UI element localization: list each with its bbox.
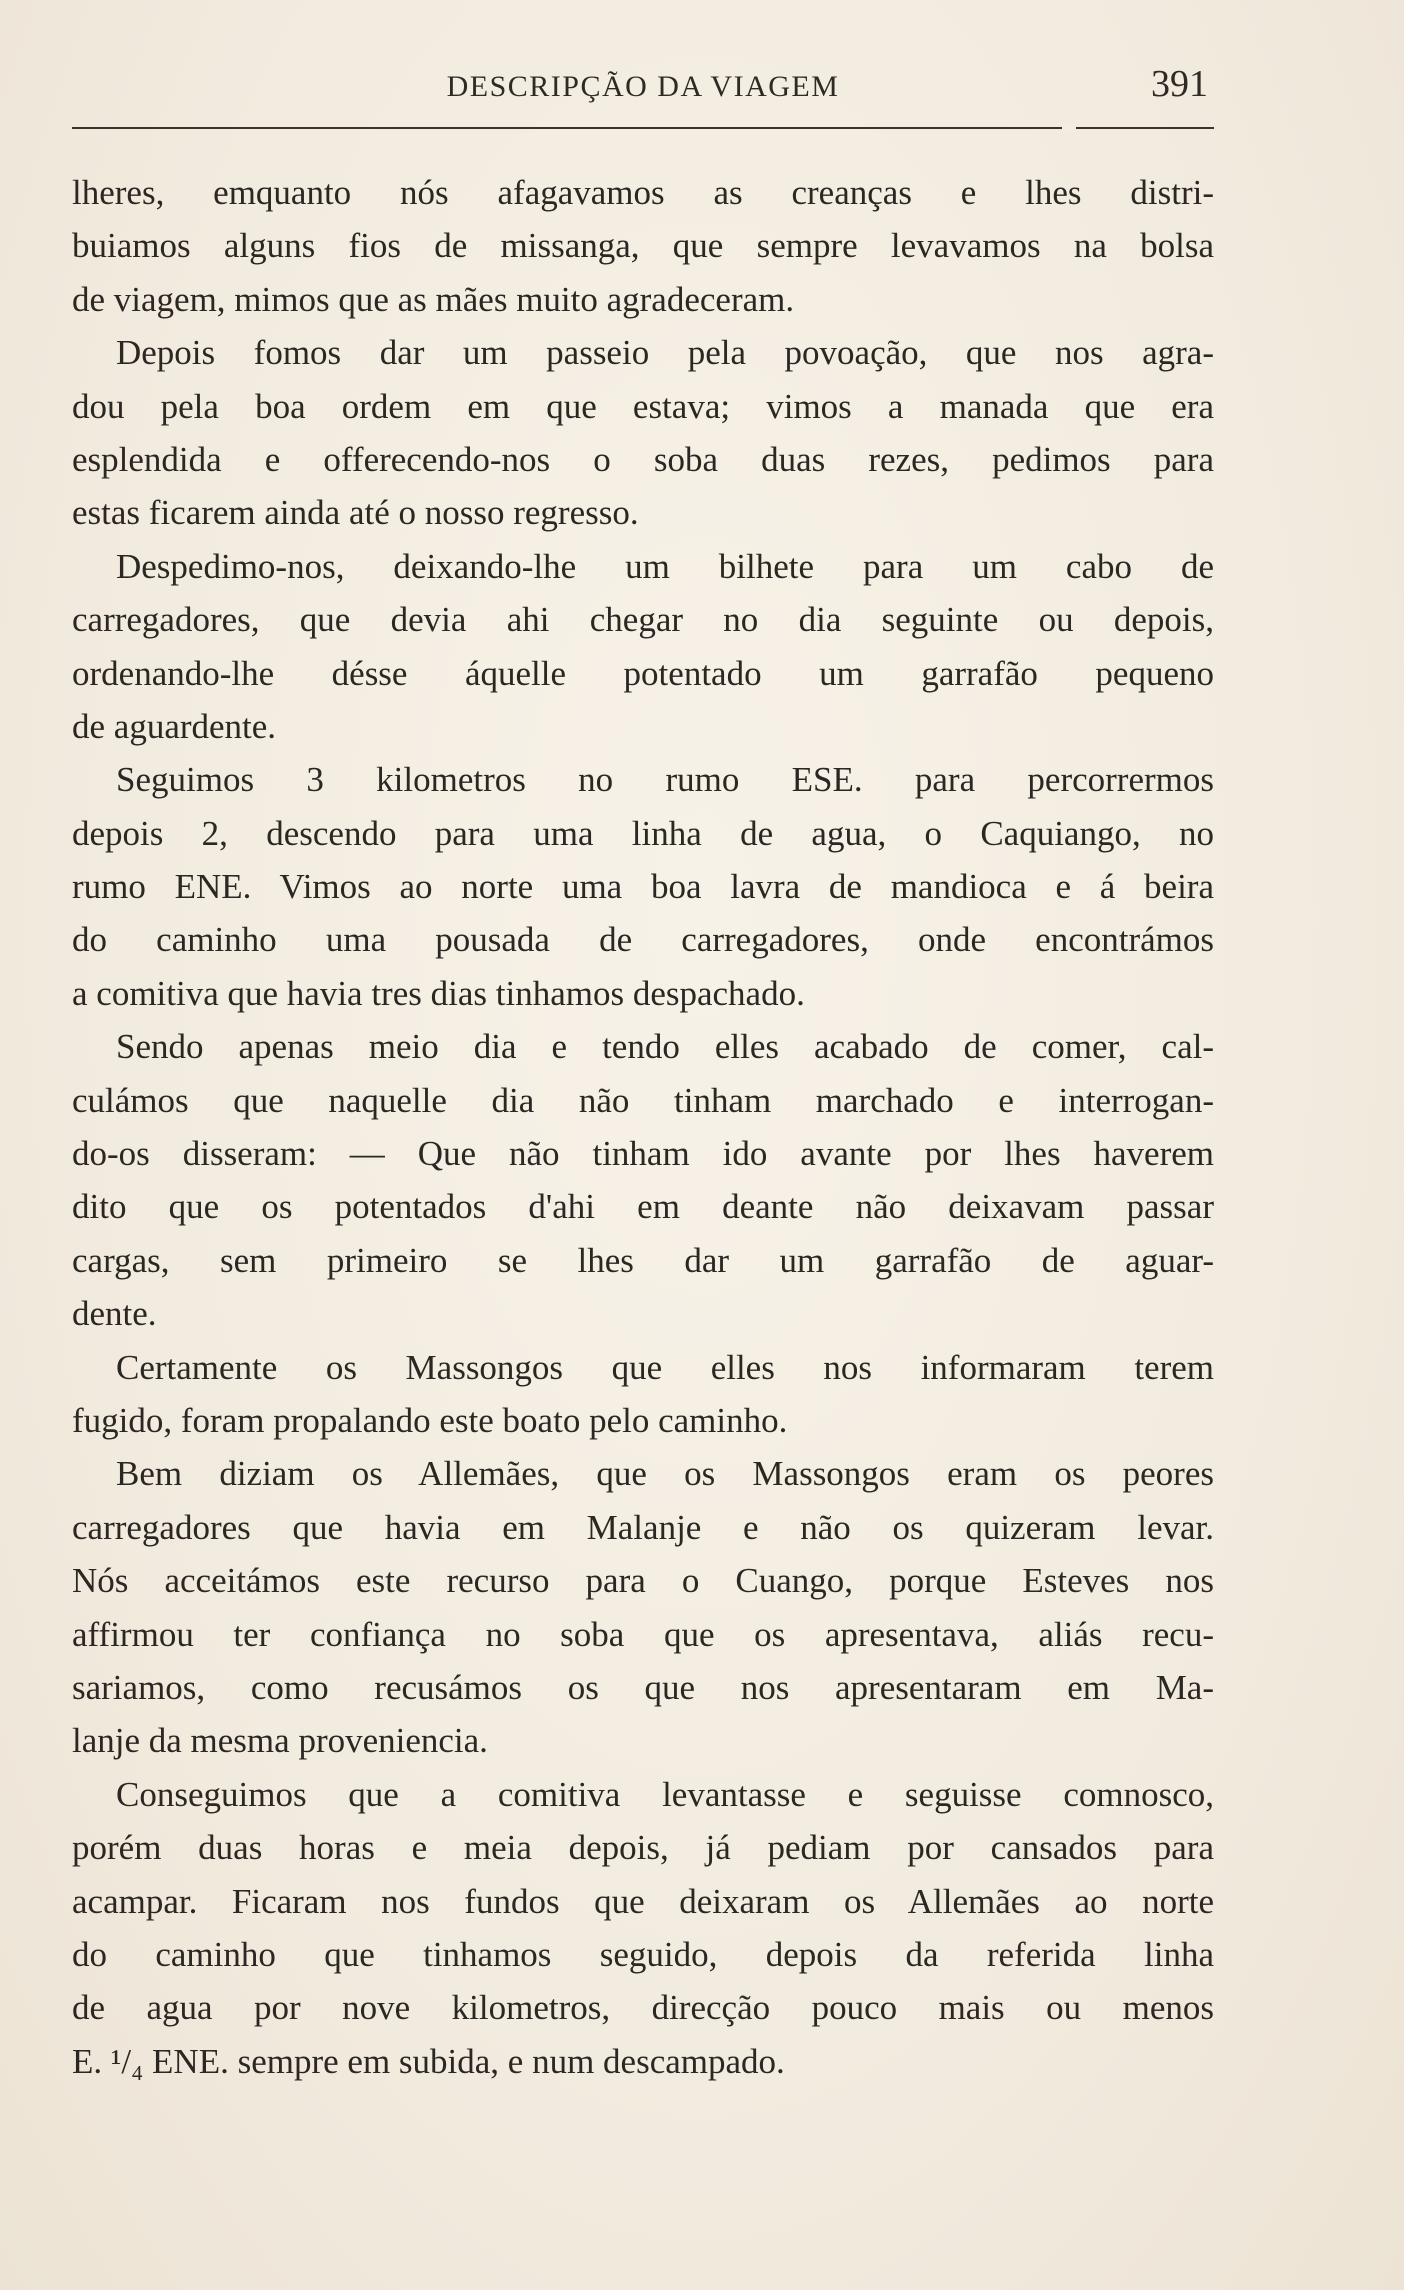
text-line: Bem diziam os Allemães, que os Massongos eram os peores <box>116 1454 1214 1494</box>
text-line: Depois fomos dar um passeio pela povoação, que nos agra- <box>116 333 1214 373</box>
text-line: dito que os potentados d'ahi em deante não deixavam passar <box>72 1187 1214 1227</box>
text-line: Conseguimos que a comitiva levantasse e seguisse comnosco, <box>116 1774 1214 1814</box>
text-line: rumo ENE. Vimos ao norte uma boa lavra de mandioca e á beira <box>72 867 1214 907</box>
text-line: esplendida e offerecendo-nos o soba duas rezes, pedimos para <box>72 439 1214 479</box>
text-line: de aguardente. <box>72 706 277 746</box>
text-line: dente. <box>72 1294 157 1334</box>
text-line: do-os disseram: — Que não tinham ido avante por lhes haverem <box>72 1134 1214 1174</box>
header-rule <box>72 127 1214 129</box>
header-rule-gap <box>1062 124 1076 132</box>
text-line: carregadores que havia em Malanje e não os quizeram levar. <box>72 1507 1214 1547</box>
text-line: dou pela boa ordem em que estava; vimos a manada que era <box>72 386 1214 426</box>
text-line: do caminho uma pousada de carregadores, onde encontrámos <box>72 920 1214 960</box>
text-line: lheres, emquanto nós afagavamos as creanças e lhes distri- <box>72 173 1214 212</box>
text-line: de viagem, mimos que as mães muito agradeceram. <box>72 279 795 319</box>
text-line: depois 2, descendo para uma linha de agua, o Caquiango, no <box>72 813 1214 853</box>
text-line: affirmou ter confiança no soba que os apresentava, aliás recu- <box>72 1614 1214 1654</box>
page-header <box>72 62 1214 122</box>
body-text <box>72 166 1214 2088</box>
text-line: do caminho que tinhamos seguido, depois da referida linha <box>72 1934 1214 1974</box>
text-line: Sendo apenas meio dia e tendo elles acabado de comer, cal- <box>116 1027 1214 1067</box>
text-line: culámos que naquelle dia não tinham marchado e interrogan- <box>72 1080 1214 1120</box>
text-line: a comitiva que havia tres dias tinhamos despachado. <box>72 973 805 1013</box>
text-line: fugido, foram propalando este boato pelo caminho. <box>72 1400 788 1440</box>
text-line: sariamos, como recusámos os que nos apresentaram em Ma- <box>72 1667 1214 1707</box>
text-line: Nós acceitámos este recurso para o Cuango, porque Esteves nos <box>72 1561 1214 1601</box>
text-line: de agua por nove kilometros, direcção pouco mais ou menos <box>72 1988 1214 2028</box>
running-title: DESCRIPÇÃO DA VIAGEM <box>446 70 840 103</box>
text-line: ordenando-lhe désse áquelle potentado um garrafão pequeno <box>72 653 1214 693</box>
text-line: acampar. Ficaram nos fundos que deixaram os Allemães ao norte <box>72 1881 1214 1921</box>
text-line: buiamos alguns fios de missanga, que sempre levavamos na bolsa <box>72 226 1214 266</box>
text-line: porém duas horas e meia depois, já pediam por cansados para <box>72 1828 1214 1868</box>
text-line: cargas, sem primeiro se lhes dar um garrafão de aguar- <box>72 1240 1214 1280</box>
text-line: Despedimo-nos, deixando-lhe um bilhete para um cabo de <box>116 546 1214 586</box>
text-line: carregadores, que devia ahi chegar no dia seguinte ou depois, <box>72 600 1214 640</box>
text-line: Certamente os Massongos que elles nos informaram terem <box>116 1347 1214 1387</box>
text-line: Seguimos 3 kilometros no rumo ESE. para percorrermos <box>116 760 1214 800</box>
text-line: estas ficarem ainda até o nosso regresso. <box>72 493 639 533</box>
text-line: lanje da mesma proveniencia. <box>72 1721 488 1761</box>
text-line: E. ¹/₄ ENE. sempre em subida, e num descampado. <box>72 2041 785 2081</box>
page-number: 391 <box>1151 63 1208 105</box>
